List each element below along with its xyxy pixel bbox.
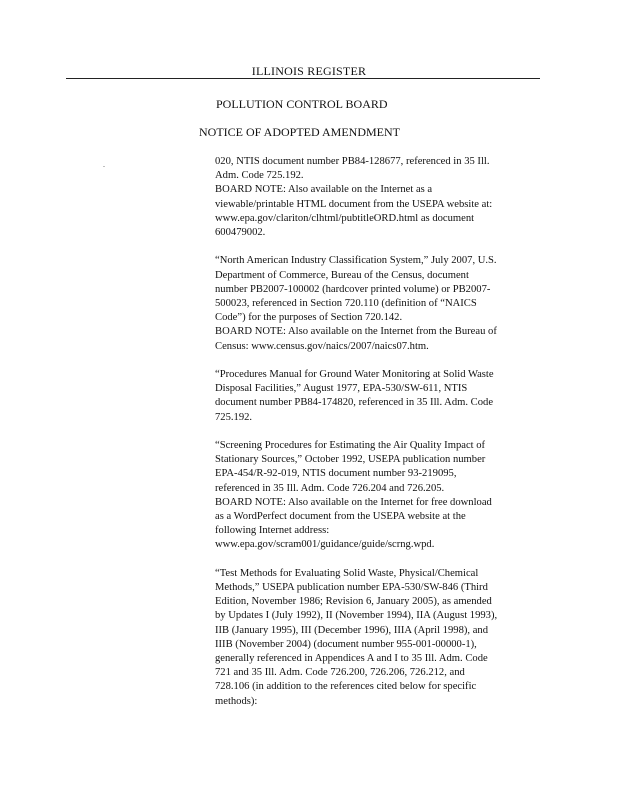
text-line: as a WordPerfect document from the USEPA website at the bbox=[215, 511, 466, 523]
text-line: Disposal Facilities,” August 1977, EPA-530/SW-611, NTIS bbox=[215, 383, 468, 395]
text-line: BOARD NOTE: Also available on the Internet as a bbox=[215, 184, 433, 196]
text-line: www.epa.gov/clariton/clhtml/pubtitleORD.html as document bbox=[215, 212, 475, 224]
paragraph bbox=[215, 439, 545, 553]
text-line: 500023, referenced in Section 720.110 (definition of “NAICS bbox=[215, 298, 477, 310]
text-line: BOARD NOTE: Also available on the Internet for free download bbox=[215, 496, 492, 508]
agency-heading: POLLUTION CONTROL BOARD bbox=[216, 97, 388, 111]
text-line: by Updates I (July 1992), II (November 1994), IIA (August 1993), bbox=[215, 610, 498, 622]
text-line: EPA-454/R-92-019, NTIS document number 93-219095, bbox=[215, 468, 457, 480]
register-title: ILLINOIS REGISTER bbox=[251, 64, 367, 78]
text-line: 020, NTIS document number PB84-128677, referenced in 35 Ill. bbox=[215, 156, 490, 167]
text-line: 600479002. bbox=[215, 227, 266, 239]
text-line: Edition, November 1986; Revision 6, January 2005), as amended bbox=[215, 596, 492, 608]
header-rule bbox=[66, 78, 540, 79]
margin-mark: . bbox=[103, 160, 105, 169]
text-line: viewable/printable HTML document from the USEPA website at: bbox=[215, 198, 493, 210]
text-line: IIIB (November 2004) (document number 955-001-00000-1), bbox=[215, 638, 477, 650]
text-line: 721 and 35 Ill. Adm. Code 726.200, 726.206, 726.212, and bbox=[215, 667, 465, 679]
paragraph bbox=[215, 155, 545, 240]
text-line: Census: www.census.gov/naics/2007/naics07.htm. bbox=[215, 340, 429, 352]
text-line: number PB2007-100002 (hardcover printed volume) or PB2007- bbox=[215, 283, 491, 295]
text-line: Stationary Sources,” October 1992, USEPA publication number bbox=[215, 454, 486, 466]
text-line: “Procedures Manual for Ground Water Monitoring at Solid Waste bbox=[215, 369, 494, 381]
text-line: Methods,” USEPA publication number EPA-530/SW-846 (Third bbox=[215, 582, 488, 594]
text-line: Code”) for the purposes of Section 720.142. bbox=[215, 312, 403, 324]
paragraph bbox=[215, 567, 545, 709]
paragraph bbox=[215, 368, 545, 425]
text-line: 728.106 (in addition to the references cited below for specific bbox=[215, 681, 477, 693]
text-line: generally referenced in Appendices A and I to 35 Ill. Adm. Code bbox=[215, 653, 488, 665]
text-line: referenced in 35 Ill. Adm. Code 726.204 and 726.205. bbox=[215, 482, 445, 494]
text-line: Adm. Code 725.192. bbox=[215, 170, 304, 182]
text-line: “North American Industry Classification System,” July 2007, U.S. bbox=[215, 255, 497, 267]
text-line: IIB (January 1995), III (December 1996), IIIA (April 1998), and bbox=[215, 624, 488, 636]
text-line: “Test Methods for Evaluating Solid Waste, Physical/Chemical bbox=[215, 567, 479, 579]
text-line: www.epa.gov/scram001/guidance/guide/scrng.wpd. bbox=[215, 539, 435, 551]
text-line: BOARD NOTE: Also available on the Internet from the Bureau of bbox=[215, 326, 497, 338]
document-body bbox=[215, 155, 545, 723]
text-line: “Screening Procedures for Estimating the Air Quality Impact of bbox=[215, 440, 486, 452]
text-line: 725.192. bbox=[215, 411, 253, 423]
notice-heading: NOTICE OF ADOPTED AMENDMENT bbox=[199, 125, 400, 139]
text-line: methods): bbox=[215, 695, 258, 707]
text-line: document number PB84-174820, referenced in 35 Ill. Adm. Code bbox=[215, 397, 494, 409]
text-line: following Internet address: bbox=[215, 525, 330, 537]
text-line: Department of Commerce, Bureau of the Census, document bbox=[215, 269, 469, 281]
paragraph bbox=[215, 254, 545, 353]
